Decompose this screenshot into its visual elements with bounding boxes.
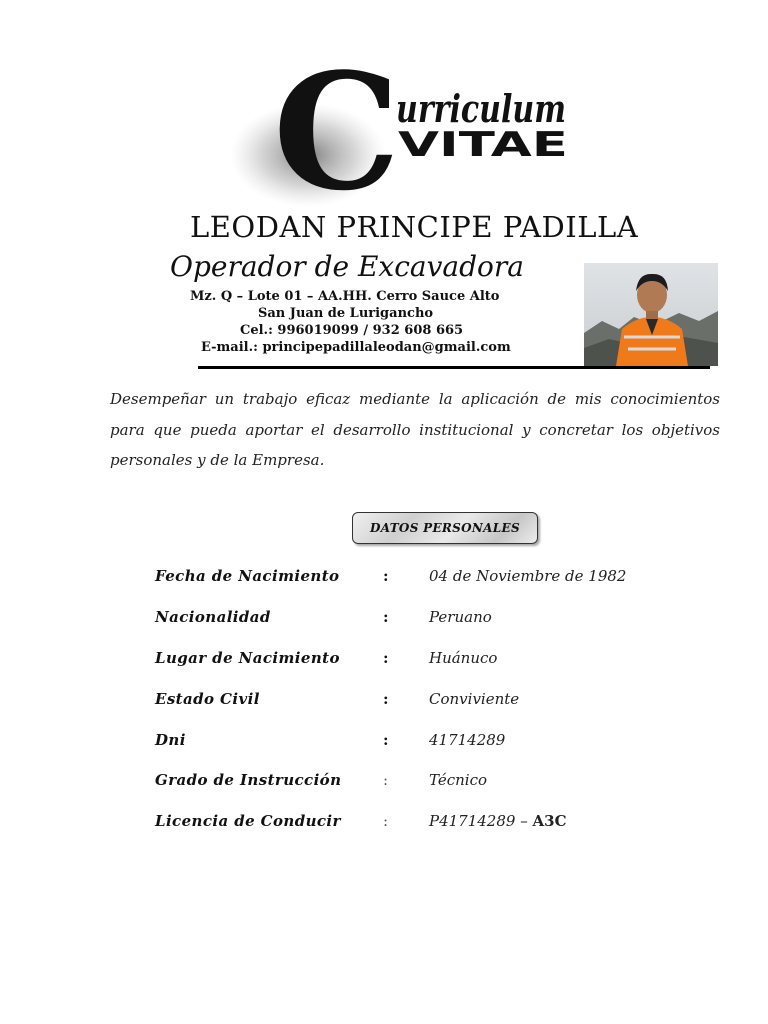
profile-photo — [584, 263, 718, 366]
field-label: Lugar de Nacimiento — [155, 649, 340, 667]
logo-word-curriculum: urriculum — [396, 86, 566, 131]
section-header-datos-personales — [352, 512, 538, 544]
field-value: Huánuco — [429, 649, 498, 667]
personal-row-civil-status — [0, 690, 768, 714]
field-label: Fecha de Nacimiento — [155, 567, 340, 585]
field-label: Dni — [155, 731, 186, 749]
field-colon: : — [383, 608, 389, 626]
field-value: Técnico — [429, 771, 488, 789]
license-category: A3C — [532, 812, 567, 830]
email-address: E-mail.: principepadillaleodan@gmail.com — [201, 340, 511, 355]
field-label: Estado Civil — [155, 690, 260, 708]
field-colon: : — [383, 812, 389, 830]
field-value: 41714289 — [429, 731, 506, 749]
field-colon: : — [383, 690, 389, 708]
personal-row-education — [0, 771, 768, 795]
personal-row-birthdate — [0, 567, 768, 591]
header-divider — [198, 366, 710, 369]
field-value: Peruano — [429, 608, 492, 626]
curriculum-vitae-logo — [228, 38, 588, 226]
field-value — [429, 812, 567, 830]
logo-big-letter: C — [273, 38, 401, 226]
field-value: Conviviente — [429, 690, 520, 708]
personal-row-dni — [0, 731, 768, 755]
phone-numbers: Cel.: 996019099 / 932 608 665 — [240, 323, 464, 338]
logo-word-vitae: VITAE — [398, 125, 568, 165]
personal-row-nationality — [0, 608, 768, 632]
field-colon: : — [383, 649, 389, 667]
field-label: Nacionalidad — [155, 608, 271, 626]
address-line-2: San Juan de Lurigancho — [258, 306, 434, 321]
field-value: 04 de Noviembre de 1982 — [429, 567, 627, 585]
field-colon: : — [383, 731, 389, 749]
field-label: Grado de Instrucción — [155, 771, 342, 789]
section-title: DATOS PERSONALES — [370, 521, 520, 535]
career-objective: Desempeñar un trabajo eficaz mediante la aplicación de mis conocimientos para que pueda aportar el desarrollo institucional y concretar los objetivos personales y de la Empresa. — [110, 390, 720, 469]
field-colon: : — [383, 567, 389, 585]
personal-row-birthplace — [0, 649, 768, 673]
license-number: P41714289 – — [429, 812, 528, 830]
job-title: Operador de Excavadora — [170, 250, 524, 283]
address-line-1: Mz. Q – Lote 01 – AA.HH. Cerro Sauce Alto — [190, 289, 500, 304]
field-label: Licencia de Conducir — [155, 812, 341, 830]
candidate-name: LEODAN PRINCIPE PADILLA — [190, 210, 639, 244]
field-colon: : — [383, 771, 389, 789]
personal-row-license — [0, 812, 768, 836]
